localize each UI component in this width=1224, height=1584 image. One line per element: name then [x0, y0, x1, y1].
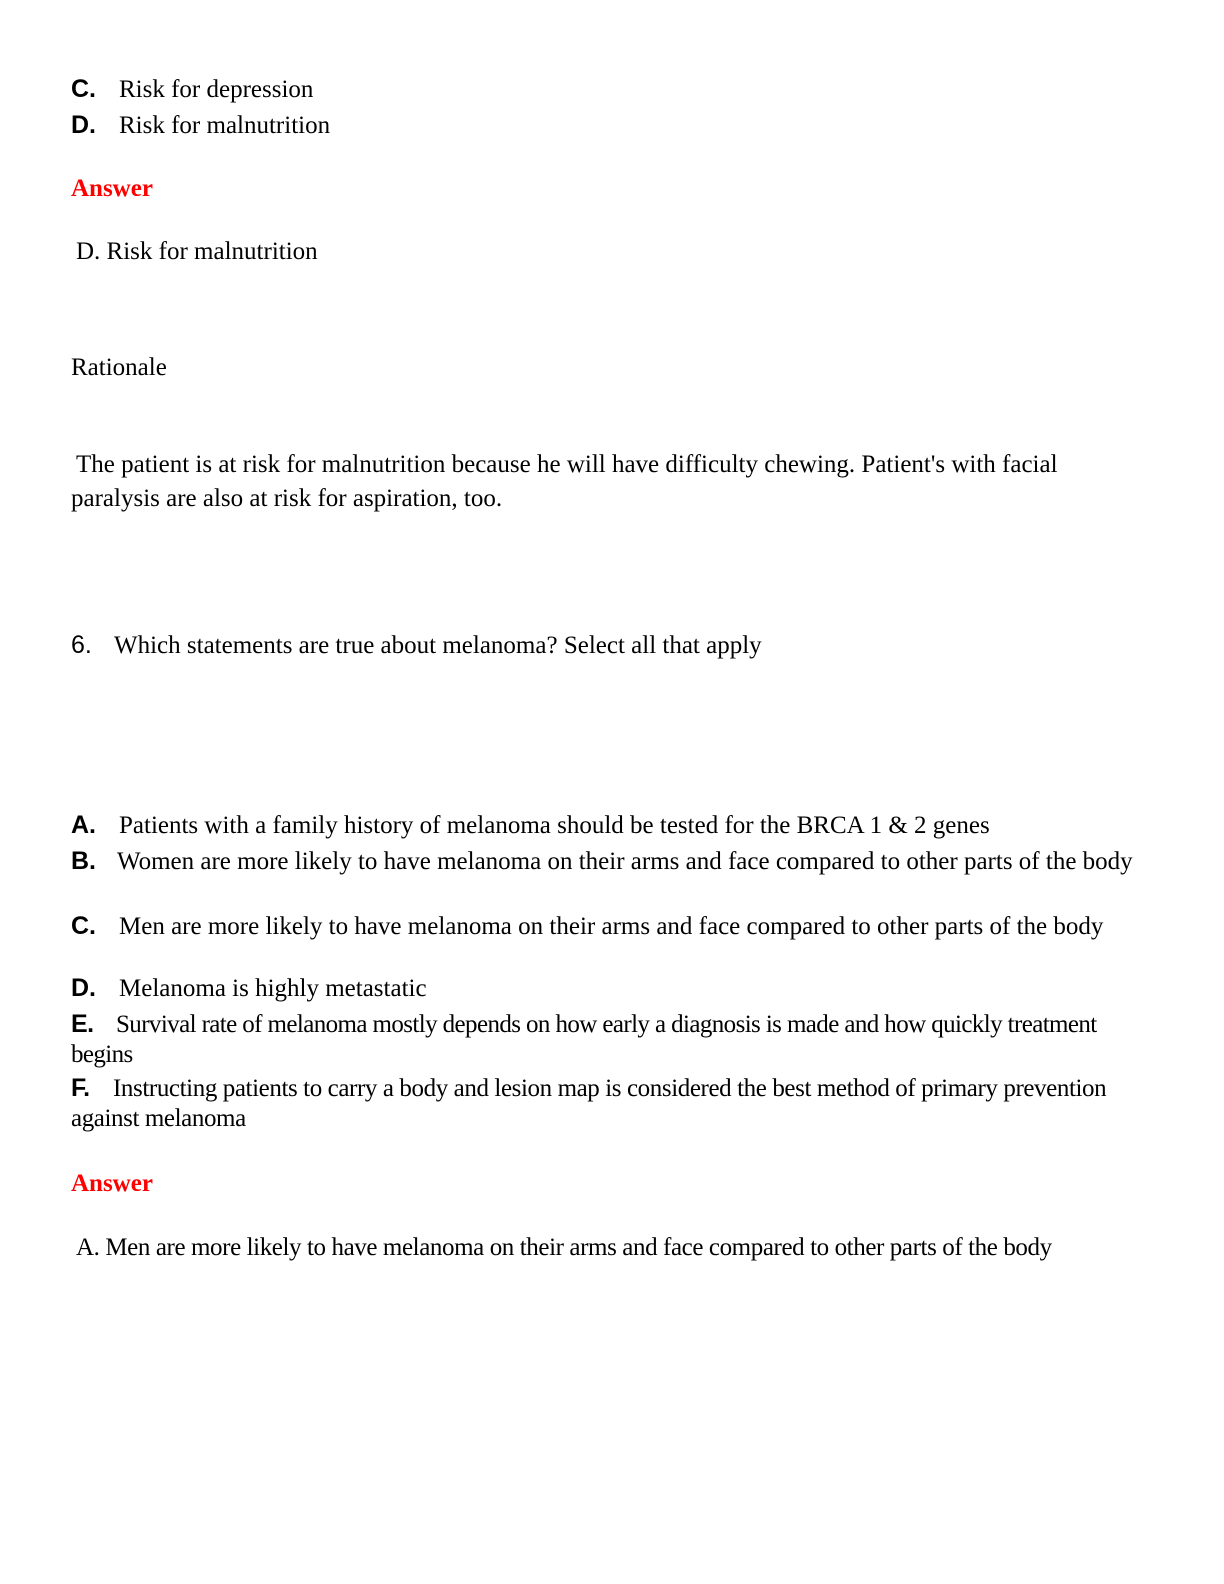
option-letter: C. [71, 912, 96, 940]
option-b [71, 846, 1141, 877]
option-c [71, 74, 313, 105]
option-d [71, 110, 330, 141]
rationale-text: The patient is at risk for malnutrition because he will have difficulty chewing. Patient's with facial paralysis are also at risk for aspiration, too. [71, 451, 1058, 512]
option-letter: B. [71, 847, 96, 875]
option-text: Patients with a family history of melanoma should be tested for the BRCA 1 & 2 genes [119, 812, 990, 839]
option-text: Risk for malnutrition [119, 112, 331, 139]
answer-text: D. Risk for malnutrition [76, 238, 318, 265]
option-text: Women are more likely to have melanoma on their arms and face compared to other parts of the body [117, 848, 1133, 875]
option-text: Melanoma is highly metastatic [119, 975, 427, 1002]
answer-heading: Answer [71, 175, 153, 202]
option-e [71, 1009, 1121, 1070]
option-d [71, 973, 1141, 1004]
option-letter: D. [71, 111, 96, 139]
question-number: 6. [71, 631, 92, 659]
question-text: Which statements are true about melanoma? Select all that apply [114, 632, 762, 659]
option-f [71, 1073, 1136, 1134]
option-text: Men are more likely to have melanoma on their arms and face compared to other parts of the body [119, 913, 1104, 940]
option-a [71, 810, 1141, 841]
option-text: Risk for depression [119, 76, 314, 103]
answer-text: A. Men are more likely to have melanoma on their arms and face compared to other parts of the body [76, 1234, 1052, 1261]
option-letter: A. [71, 811, 96, 839]
question-6 [71, 630, 762, 661]
option-text: Survival rate of melanoma mostly depends on how early a diagnosis is made and how quickly treatment begins [71, 1011, 1097, 1068]
answer-heading: Answer [71, 1170, 153, 1197]
option-letter: E. [71, 1010, 94, 1038]
option-letter: C. [71, 75, 96, 103]
option-letter: D. [71, 974, 96, 1002]
option-c [71, 911, 1141, 942]
option-text: Instructing patients to carry a body and lesion map is considered the best method of primary prevention against melanoma [71, 1075, 1107, 1132]
rationale-heading: Rationale [71, 354, 167, 381]
option-letter: F. [71, 1074, 90, 1102]
